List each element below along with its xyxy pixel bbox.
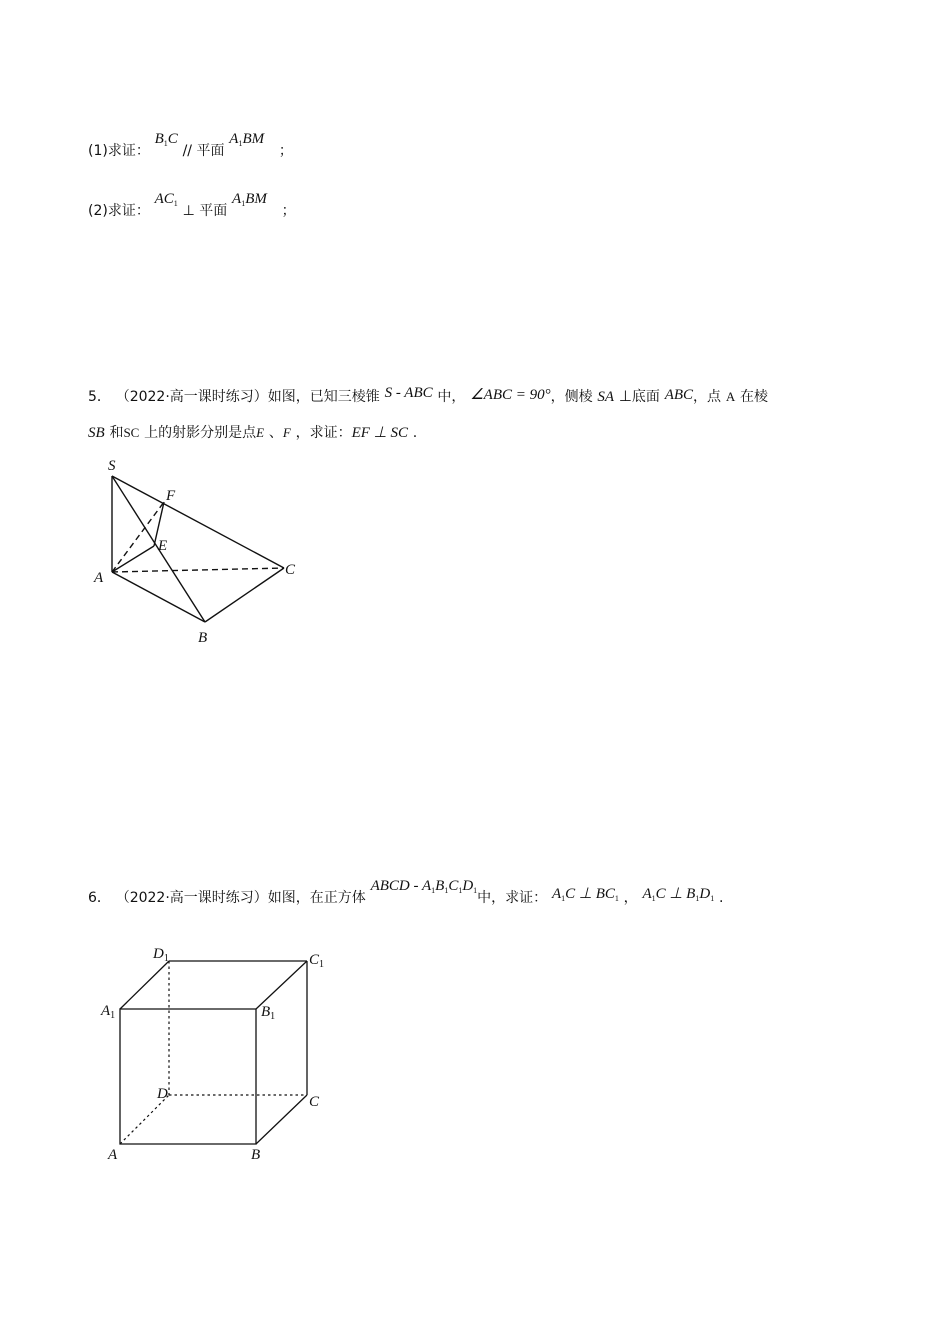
- math-f: F: [282, 425, 291, 440]
- math-a1c-perp-b1d1: $A_1C$ ⊥ $B_1D_1$: [642, 886, 715, 903]
- q6-text: ，: [623, 890, 638, 906]
- q5-text: 上的射影分别是点: [144, 425, 257, 441]
- svg-text:A: A: [94, 570, 104, 586]
- math-angle-abc: ∠ABC = 90°: [470, 387, 551, 403]
- edge-c-b: [256, 1095, 307, 1144]
- item-1-line: [88, 131, 293, 160]
- q5-text: .: [412, 425, 418, 441]
- svg-text:S: S: [108, 458, 116, 474]
- math-e: E: [256, 425, 265, 440]
- q6-number: 6．: [88, 890, 111, 906]
- math-cube-name: ABCD - $A_1B_1C_1D_1$: [370, 878, 478, 895]
- q6-text: .: [718, 890, 724, 906]
- item-2-label: (2)求证：: [88, 203, 150, 219]
- q5-number: 5．: [88, 389, 111, 405]
- math-point-a: A: [725, 389, 736, 404]
- q5-text: 如图，已知三棱锥: [267, 389, 380, 405]
- edge-ab: [112, 572, 205, 622]
- q5-source: （2022·高一课时练习）: [115, 389, 268, 405]
- q5-text: 在棱: [740, 389, 768, 405]
- math-sb: SB: [88, 425, 105, 441]
- tetrahedron-figure: [88, 452, 318, 652]
- math-abc: ABC: [664, 387, 694, 403]
- svg-text:A1: $A_1$: [101, 1003, 116, 1021]
- svg-text:E: E: [158, 538, 168, 554]
- edge-sc: [112, 476, 284, 568]
- svg-text:C: C: [285, 562, 296, 578]
- svg-text:F: F: [166, 488, 176, 504]
- math-sc: SC: [123, 425, 140, 440]
- math-ef-perp-sc: EF ⊥ SC: [351, 425, 409, 441]
- item-2-end: ；: [281, 203, 296, 219]
- edge-a-d-dashed: [120, 1095, 169, 1144]
- svg-text:B1: $B_1$: [261, 1004, 276, 1022]
- svg-text:C1: $C_1$: [309, 952, 325, 970]
- math-sa: SA: [597, 389, 615, 405]
- math-a1c-perp-bc1: $A_1C$ ⊥ $BC_1$: [551, 886, 619, 903]
- item-1-end: ；: [278, 143, 293, 159]
- q5-text: 、: [268, 425, 283, 441]
- q6-line-1: [88, 878, 724, 907]
- q5-line-1: [88, 386, 768, 406]
- svg-text:B: B: [251, 1147, 261, 1163]
- math-b1c: $B_1C$: [154, 131, 178, 148]
- edge-bc: [205, 568, 284, 622]
- q5-text: ，求证：: [295, 425, 352, 441]
- edge-ac-dashed: [112, 568, 284, 572]
- item-2-mid: ⊥ 平面: [182, 203, 228, 219]
- math-ac1: $AC_1$: [154, 191, 178, 208]
- math-s-abc: S - ABC: [384, 385, 433, 401]
- q5-line-2: [88, 422, 417, 442]
- edge-ae: [112, 546, 154, 572]
- math-a1bm: $A_1BM$: [229, 131, 265, 148]
- item-1-mid: // 平面: [182, 143, 225, 159]
- q5-text: 底面: [631, 389, 660, 405]
- cube-figure: [95, 936, 345, 1171]
- q6-source: （2022·高一课时练习）: [115, 890, 268, 906]
- q5-text: 中，: [437, 389, 466, 405]
- q5-text: ，侧棱: [550, 389, 593, 405]
- item-1-label: (1)求证：: [88, 143, 150, 159]
- edge-a1-d1: [120, 961, 169, 1009]
- q5-text: 和: [109, 425, 124, 441]
- svg-text:B: B: [198, 630, 208, 646]
- svg-text:A: A: [108, 1147, 118, 1163]
- edge-c1-b1: [256, 961, 307, 1009]
- svg-text:C: C: [309, 1094, 320, 1110]
- q5-text: ，点: [693, 389, 722, 405]
- q6-text: 中，求证：: [477, 890, 548, 906]
- svg-text:D1: $D_1$: [153, 946, 169, 964]
- item-2-line: [88, 191, 296, 220]
- perp-symbol: ⊥: [618, 389, 632, 405]
- math-a1bm-2: $A_1BM$: [232, 191, 267, 208]
- q6-text: 如图，在正方体: [267, 890, 366, 906]
- svg-text:D: D: [157, 1086, 168, 1102]
